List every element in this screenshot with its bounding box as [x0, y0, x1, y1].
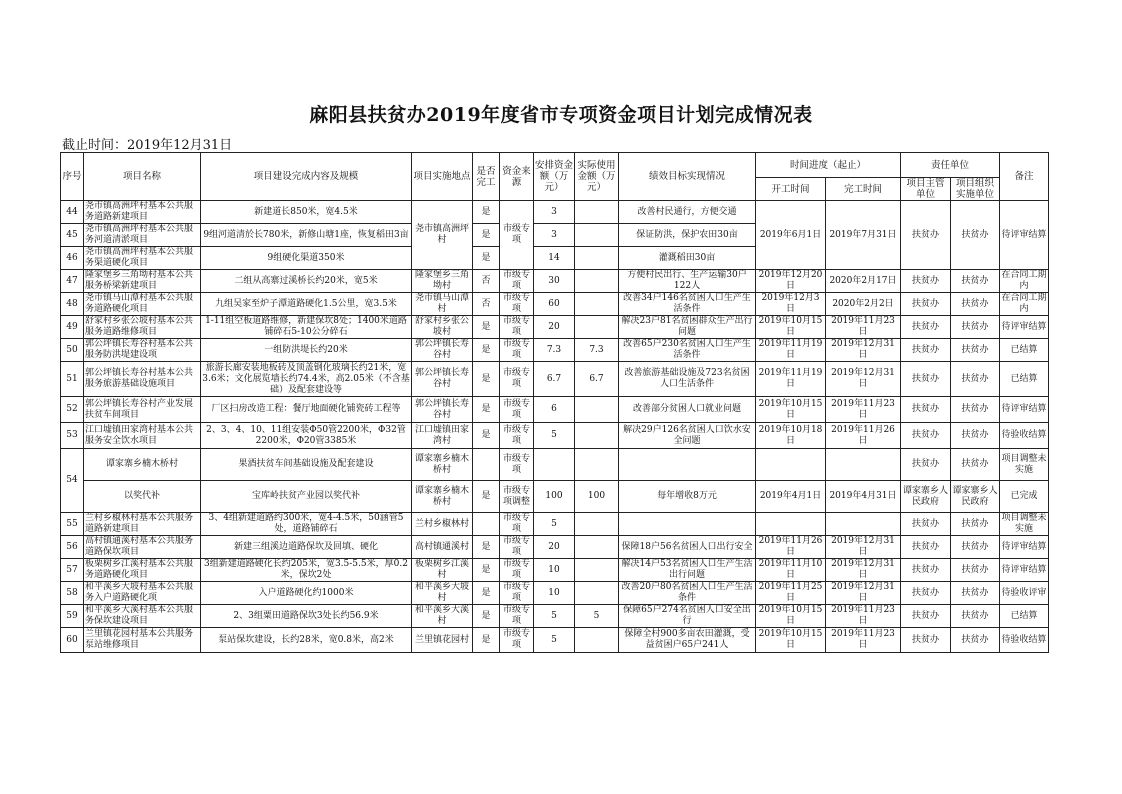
cell-goal: 保障18户56名贫困人口出行安全 — [619, 536, 756, 559]
cell-content: 二组从高寨过溪桥长约20米，宽5米 — [201, 270, 412, 293]
cell-start: 2019年10月15日 — [756, 605, 826, 628]
cell-goal — [619, 513, 756, 536]
cell-org: 扶贫办 — [951, 362, 1000, 397]
cell-remark: 待评审结算 — [1000, 559, 1049, 582]
cell-goal: 保障全村900多亩农田灌溉，受益贫困户65户241人 — [619, 628, 756, 653]
cell-done: 否 — [473, 270, 500, 293]
cell-actual: 7.3 — [575, 339, 619, 362]
cell-content: 9组河道清於长780米，新修山塘1座，恢复稻田3亩 — [201, 224, 412, 247]
cell-name: 郭公坪镇长寿谷村产业发展扶贫车间项目 — [84, 397, 201, 423]
cell-actual — [575, 293, 619, 316]
cell-remark: 待验收结算 — [1000, 423, 1049, 449]
cell-end: 2019年11月23日 — [826, 397, 901, 423]
cell-remark: 在合同工期内 — [1001, 270, 1047, 291]
cell-actual — [575, 536, 619, 559]
cell-location: 谭家寨乡楠木桥村 — [412, 449, 473, 481]
cell-org: 扶贫办 — [951, 201, 1000, 270]
cell-no: 52 — [61, 397, 84, 423]
header-name: 项目名称 — [84, 153, 201, 201]
cell-done: 是 — [473, 605, 500, 628]
cell-goal: 解决29户126名贫困人口饮水安全问题 — [619, 423, 756, 449]
cell-remark: 待评审结算 — [1000, 536, 1049, 559]
cell-name: 尧市镇高洲坪村基本公共服务河道清淤项目 — [84, 224, 201, 247]
cell-name: 高村镇通溪村基本公共服务道路保坎项目 — [84, 536, 201, 559]
cell-actual — [575, 201, 619, 224]
cell-source: 市级专项 — [500, 201, 534, 270]
cell-planned: 6.7 — [534, 362, 575, 397]
cell-end: 2019年12月31日 — [826, 339, 901, 362]
cell-org: 扶贫办 — [951, 582, 1000, 605]
cell-planned: 6 — [534, 397, 575, 423]
cell-actual — [575, 513, 619, 536]
cell-dept: 扶贫办 — [901, 559, 951, 582]
cell-planned: 5 — [534, 423, 575, 449]
cell-no: 48 — [61, 293, 84, 316]
table-row — [61, 559, 1049, 582]
cell-actual: 6.7 — [575, 362, 619, 397]
cell-no: 47 — [61, 270, 84, 293]
cell-name: 板栗树乡江溪村基本公共服务道路硬化项目 — [84, 559, 201, 582]
cell-no: 53 — [61, 423, 84, 449]
cell-org: 扶贫办 — [951, 316, 1000, 339]
cell-dept: 扶贫办 — [901, 513, 951, 536]
cell-goal — [619, 449, 756, 481]
cell-start: 2019年11月19日 — [756, 339, 826, 362]
cell-actual — [575, 449, 619, 481]
cell-remark: 待评审结算 — [1000, 316, 1049, 339]
cell-content: 宝库岭扶贫产业园以奖代补 — [201, 481, 412, 513]
cell-end: 2019年12月31日 — [826, 582, 901, 605]
cell-dept: 扶贫办 — [901, 423, 951, 449]
cell-dept: 扶贫办 — [901, 605, 951, 628]
cell-org: 扶贫办 — [951, 536, 1000, 559]
cell-name: 隆家堡乡三角坳村基本公共服务桥梁新建项目 — [84, 270, 201, 293]
header-done: 是否完工 — [473, 153, 500, 201]
cell-source: 市级专项 — [500, 316, 534, 339]
cell-location: 兰里镇花园村 — [412, 628, 473, 653]
table-row — [61, 536, 1049, 559]
cell-planned: 30 — [534, 270, 575, 293]
cell-no: 55 — [61, 513, 84, 536]
cell-actual — [575, 582, 619, 605]
cell-source: 市级专项 — [500, 582, 534, 605]
cell-actual — [575, 270, 619, 293]
cell-source: 市级专项 — [500, 397, 534, 423]
header-no: 序号 — [61, 153, 84, 201]
cell-location: 谭家寨乡楠木桥村 — [412, 481, 473, 513]
cell-content: 新建三组溪边道路保坎及回填、硬化 — [201, 536, 412, 559]
cell-planned: 5 — [534, 628, 575, 653]
cell-goal: 保障65户274名贫困人口安全出行 — [619, 605, 756, 628]
cell-goal: 改善20户80名贫困人口生产生活条件 — [619, 582, 756, 605]
cell-source: 市级专项 — [500, 559, 534, 582]
cell-end: 2019年12月31日 — [826, 536, 901, 559]
cell-content: 1-11组空板道路维修，新建保坎8处；1400米道路铺碎石5-10公分碎石 — [201, 316, 412, 339]
cell-end: 2019年7月31日 — [826, 201, 901, 270]
cell-content: 3组新建道路硬化长约205米，宽3.5-5.5米，厚0.2米，保坎2处 — [201, 559, 412, 582]
cell-remark: 在合同工期内 — [1001, 293, 1047, 314]
cell-done: 否 — [473, 293, 500, 316]
cell-source: 市级专项 — [500, 605, 534, 628]
cell-dept: 谭家寨乡人民政府 — [901, 481, 951, 513]
cell-start: 2019年4月1日 — [756, 481, 826, 513]
cell-no: 57 — [61, 559, 84, 582]
cell-start — [756, 513, 826, 536]
cell-location: 郭公坪镇长寿谷村 — [412, 397, 473, 423]
cell-planned: 10 — [534, 559, 575, 582]
table-row — [61, 362, 1049, 397]
cell-name: 兰里镇花园村基本公共服务泵站维修项目 — [84, 628, 201, 653]
table-row — [61, 449, 1049, 481]
cell-end: 2020年2月2日 — [826, 293, 901, 316]
cell-done: 是 — [473, 224, 500, 247]
cell-org: 扶贫办 — [951, 513, 1000, 536]
cell-content: 3、4组新建道路约300米，宽4-4.5米，50涵管5处，道路铺碎石 — [201, 513, 412, 536]
header-remark: 备注 — [1000, 153, 1049, 201]
cell-done: 是 — [473, 423, 500, 449]
cell-location: 高村镇通溪村 — [412, 536, 473, 559]
cell-goal: 每年增收8万元 — [619, 481, 756, 513]
cell-start: 2019年6月1日 — [756, 201, 826, 270]
cell-org: 扶贫办 — [951, 339, 1000, 362]
cell-location: 尧市镇马山潭村 — [412, 293, 473, 316]
cell-goal: 方便村民出行、生产运输30户122人 — [619, 270, 756, 293]
cell-source: 市级专项 — [500, 628, 534, 653]
cell-actual: 100 — [575, 481, 619, 513]
cell-start: 2019年10月18日 — [756, 423, 826, 449]
table-row — [61, 293, 1049, 316]
cell-remark: 已完成 — [1000, 481, 1049, 513]
cell-location: 和平溪乡大溪村 — [412, 605, 473, 628]
table-row — [61, 270, 1049, 293]
cell-planned: 100 — [534, 481, 575, 513]
cell-location: 郭公坪镇长寿谷村 — [412, 339, 473, 362]
cell-location: 郭公坪镇长寿谷村 — [412, 362, 473, 397]
cell-end: 2020年2月17日 — [826, 270, 901, 293]
cell-done: 是 — [473, 247, 500, 270]
cell-dept: 扶贫办 — [901, 339, 951, 362]
cell-planned — [534, 449, 575, 481]
cell-end: 2019年11月23日 — [826, 316, 901, 339]
cell-content: 新建道长850米，宽4.5米 — [201, 201, 412, 224]
table-row — [61, 605, 1049, 628]
cell-content: 旅游长廊安装地板砖及顶盖钢化玻璃长约21米，宽3.6米；文化展览墙长约74.4米，高2.05米（不含基础）及配套建设等 — [202, 362, 410, 395]
cell-content: 入户道路硬化约1000米 — [201, 582, 412, 605]
cell-end: 2019年11月23日 — [826, 605, 901, 628]
header-content: 项目建设完成内容及规模 — [201, 153, 412, 201]
cell-planned: 20 — [534, 316, 575, 339]
cell-source: 市级专项 — [500, 339, 534, 362]
cell-dept: 扶贫办 — [901, 293, 951, 316]
cell-start: 2019年12月20日 — [756, 270, 826, 293]
cell-done: 是 — [473, 582, 500, 605]
cell-content: 厂区扫房改造工程：餐厅地面硬化铺瓷砖工程等 — [201, 397, 412, 423]
cell-name: 尧市镇高洲坪村基本公共服务道路新建项目 — [84, 201, 201, 224]
cell-org: 谭家寨乡人民政府 — [951, 481, 1000, 513]
cell-org: 扶贫办 — [951, 605, 1000, 628]
table-row — [61, 201, 1049, 224]
cell-source: 市级专项 — [500, 362, 534, 397]
cell-location: 板栗树乡江溪村 — [412, 559, 473, 582]
cell-org: 扶贫办 — [951, 423, 1000, 449]
cell-start: 2019年10月15日 — [756, 316, 826, 339]
header-goal: 绩效目标实现情况 — [619, 153, 756, 201]
table-row — [61, 628, 1049, 653]
cell-dept: 扶贫办 — [901, 270, 951, 293]
cell-planned: 20 — [534, 536, 575, 559]
cell-name: 谭家寨乡楠木桥村 — [84, 449, 201, 481]
cell-location: 舒家村乡张公坡村 — [412, 316, 473, 339]
cell-done: 是 — [473, 628, 500, 653]
cell-remark: 待验收评审 — [1000, 582, 1049, 605]
cell-goal: 改善部分贫困人口就业问题 — [619, 397, 756, 423]
cell-name: 郭公坪镇长寿谷村基本公共服务旅游基础设施项目 — [84, 362, 201, 397]
cell-dept: 扶贫办 — [901, 536, 951, 559]
header-actual: 实际使用金额（万元） — [575, 153, 619, 201]
cell-done: 是 — [473, 481, 500, 513]
cell-done: 是 — [473, 362, 500, 397]
cell-no: 54 — [61, 449, 84, 513]
cell-no: 46 — [61, 247, 84, 270]
cell-remark: 项目调整未实施 — [1001, 513, 1047, 534]
cell-org: 扶贫办 — [951, 270, 1000, 293]
cell-done: 是 — [473, 397, 500, 423]
table-row — [61, 339, 1049, 362]
cell-goal: 改善65户230名贫困人口生产生活条件 — [619, 339, 756, 362]
cell-actual — [575, 224, 619, 247]
cell-name: 舒家村乡张公坡村基本公共服务道路维修项目 — [84, 316, 201, 339]
cell-no: 45 — [61, 224, 84, 247]
cell-done: 是 — [473, 316, 500, 339]
cell-dept: 扶贫办 — [901, 582, 951, 605]
cell-planned: 3 — [534, 224, 575, 247]
cell-done: 是 — [473, 201, 500, 224]
cell-remark: 项目调整未实施 — [1000, 449, 1049, 481]
cell-org: 扶贫办 — [951, 293, 1000, 316]
cell-content: 2、3组粟田道路保坎3处长约56.9米 — [201, 605, 412, 628]
cell-name: 以奖代补 — [84, 481, 201, 513]
cell-done — [473, 513, 500, 536]
cell-goal: 改善34户146名贫困人口生产生活条件 — [619, 293, 756, 316]
cell-actual — [575, 628, 619, 653]
cell-content: 一组防洪堤长约20米 — [201, 339, 412, 362]
cell-end — [826, 449, 901, 481]
cell-no: 60 — [61, 628, 84, 653]
cell-actual — [575, 397, 619, 423]
cell-goal: 改善村民通行，方便交通 — [619, 201, 756, 224]
cell-actual: 5 — [575, 605, 619, 628]
cell-dept: 扶贫办 — [901, 362, 951, 397]
cell-planned: 60 — [534, 293, 575, 316]
cell-end — [826, 513, 901, 536]
cell-source: 市级专项 — [500, 449, 534, 481]
cell-actual — [575, 316, 619, 339]
cell-planned: 14 — [534, 247, 575, 270]
cell-remark: 已结算 — [1000, 339, 1049, 362]
cell-org: 扶贫办 — [951, 449, 1000, 481]
cell-org: 扶贫办 — [951, 628, 1000, 653]
cell-end: 2019年12月31日 — [826, 362, 901, 397]
cell-start: 2019年12月3日 — [756, 293, 826, 316]
header-org: 项目组织实施单位 — [951, 178, 1000, 201]
cell-source: 市级专项 — [500, 293, 534, 316]
cell-dept: 扶贫办 — [901, 628, 951, 653]
header-source: 资金来源 — [500, 153, 534, 201]
cell-end: 2019年12月31日 — [826, 559, 901, 582]
cell-planned: 10 — [534, 582, 575, 605]
cell-location: 隆家堡乡三角坳村 — [412, 270, 473, 293]
cell-name: 江口墟镇田家湾村基本公共服务安全饮水项目 — [84, 423, 201, 449]
header-unit: 责任单位 — [901, 153, 1000, 178]
cell-no: 58 — [61, 582, 84, 605]
header-row — [61, 153, 1049, 178]
cell-no: 44 — [61, 201, 84, 224]
cell-start: 2019年11月25日 — [756, 582, 826, 605]
cell-done: 是 — [473, 339, 500, 362]
cell-dept: 扶贫办 — [901, 201, 951, 270]
cell-done — [473, 449, 500, 481]
cell-start: 2019年11月19日 — [756, 362, 826, 397]
cell-goal: 解决23户81名贫困群众生产出行问题 — [619, 316, 756, 339]
cell-no: 50 — [61, 339, 84, 362]
cell-content: 九组吴家至炉子潭道路硬化1.5公里，宽3.5米 — [201, 293, 412, 316]
cell-end: 2019年11月26日 — [826, 423, 901, 449]
project-table — [60, 152, 1049, 653]
cell-planned: 7.3 — [534, 339, 575, 362]
cell-goal: 解决14户53名贫困人口生产生活出行问题 — [619, 559, 756, 582]
cell-end: 2019年4月31日 — [826, 481, 901, 513]
table-row — [61, 316, 1049, 339]
cell-planned: 5 — [534, 513, 575, 536]
table-row — [61, 582, 1049, 605]
table-row — [61, 513, 1049, 536]
cell-goal: 改善旅游基础设施及723名贫困人口生活条件 — [619, 362, 756, 397]
cell-content: 泵站保坎建设，长约28米，宽0.8米，高2米 — [201, 628, 412, 653]
table-row — [61, 397, 1049, 423]
header-end: 完工时间 — [826, 178, 901, 201]
cell-start: 2019年11月26日 — [756, 536, 826, 559]
cell-no: 56 — [61, 536, 84, 559]
cell-planned: 3 — [534, 201, 575, 224]
cell-location: 江口墟镇田家湾村 — [412, 423, 473, 449]
cell-name: 和平溪乡大坡村基本公共服务入户道路硬化项 — [84, 582, 201, 605]
cell-start — [756, 449, 826, 481]
cell-no: 51 — [61, 362, 84, 397]
cell-done: 是 — [473, 536, 500, 559]
cell-source: 市级专项 — [500, 513, 534, 536]
cell-remark: 已结算 — [1000, 362, 1049, 397]
cell-goal: 保证防洪，保护农田30亩 — [619, 224, 756, 247]
cell-remark: 待评审结算 — [1000, 397, 1049, 423]
cell-goal: 灌溉稻田30亩 — [619, 247, 756, 270]
cell-remark: 待验收结算 — [1000, 628, 1049, 653]
cell-dept: 扶贫办 — [901, 316, 951, 339]
cell-start: 2019年10月15日 — [756, 628, 826, 653]
cell-no: 49 — [61, 316, 84, 339]
cell-content: 2、3、4、10、11组安装Φ50管2200米，Φ32管2200米，Φ20管3385米 — [201, 423, 412, 449]
cell-name: 郭公坪镇长寿谷村基本公共服务防洪堤建设项 — [84, 339, 201, 362]
cell-planned: 5 — [534, 605, 575, 628]
cell-source: 市级专项 — [500, 270, 534, 293]
header-schedule: 时间进度（起止） — [756, 153, 901, 178]
table-row — [61, 423, 1049, 449]
header-dept: 项目主管单位 — [901, 178, 951, 201]
cell-dept: 扶贫办 — [901, 397, 951, 423]
cell-location: 尧市镇高洲坪村 — [412, 201, 473, 270]
cell-source: 市级专项调整 — [500, 481, 534, 513]
cell-org: 扶贫办 — [951, 559, 1000, 582]
cell-actual — [575, 247, 619, 270]
cell-location: 兰村乡椒林村 — [412, 513, 473, 536]
cell-name: 兰村乡椒林村基本公共服务道路新建项目 — [84, 513, 201, 536]
cell-content: 9组硬化渠道350米 — [201, 247, 412, 270]
header-location: 项目实施地点 — [412, 153, 473, 201]
cell-org: 扶贫办 — [951, 397, 1000, 423]
header-start: 开工时间 — [756, 178, 826, 201]
page-title: 麻阳县扶贫办2019年度省市专项资金项目计划完成情况表 — [309, 104, 813, 126]
cell-start: 2019年10月15日 — [756, 397, 826, 423]
table-row — [61, 481, 1049, 513]
cell-end: 2019年11月23日 — [826, 628, 901, 653]
cell-done: 是 — [473, 559, 500, 582]
cell-location: 和平溪乡大坡村 — [412, 582, 473, 605]
cell-name: 和平溪乡大溪村基本公共服务保坎建设项目 — [84, 605, 201, 628]
cell-source: 市级专项 — [500, 536, 534, 559]
deadline-text: 截止时间：2019年12月31日 — [62, 138, 233, 153]
cell-content: 果酒扶贫车间基础设施及配套建设 — [201, 449, 412, 481]
cell-name: 尧市镇高洲坪村基本公共服务渠道硬化项目 — [84, 247, 201, 270]
cell-name: 尧市镇马山潭村基本公共服务道路硬化项目 — [84, 293, 201, 316]
cell-actual — [575, 423, 619, 449]
cell-start: 2019年11月10日 — [756, 559, 826, 582]
cell-source: 市级专项 — [500, 423, 534, 449]
cell-no: 59 — [61, 605, 84, 628]
header-planned: 安排资金额（万元） — [534, 153, 575, 201]
cell-remark: 已结算 — [1000, 605, 1049, 628]
cell-remark: 待评审结算 — [1000, 201, 1049, 270]
cell-dept: 扶贫办 — [901, 449, 951, 481]
cell-actual — [575, 559, 619, 582]
